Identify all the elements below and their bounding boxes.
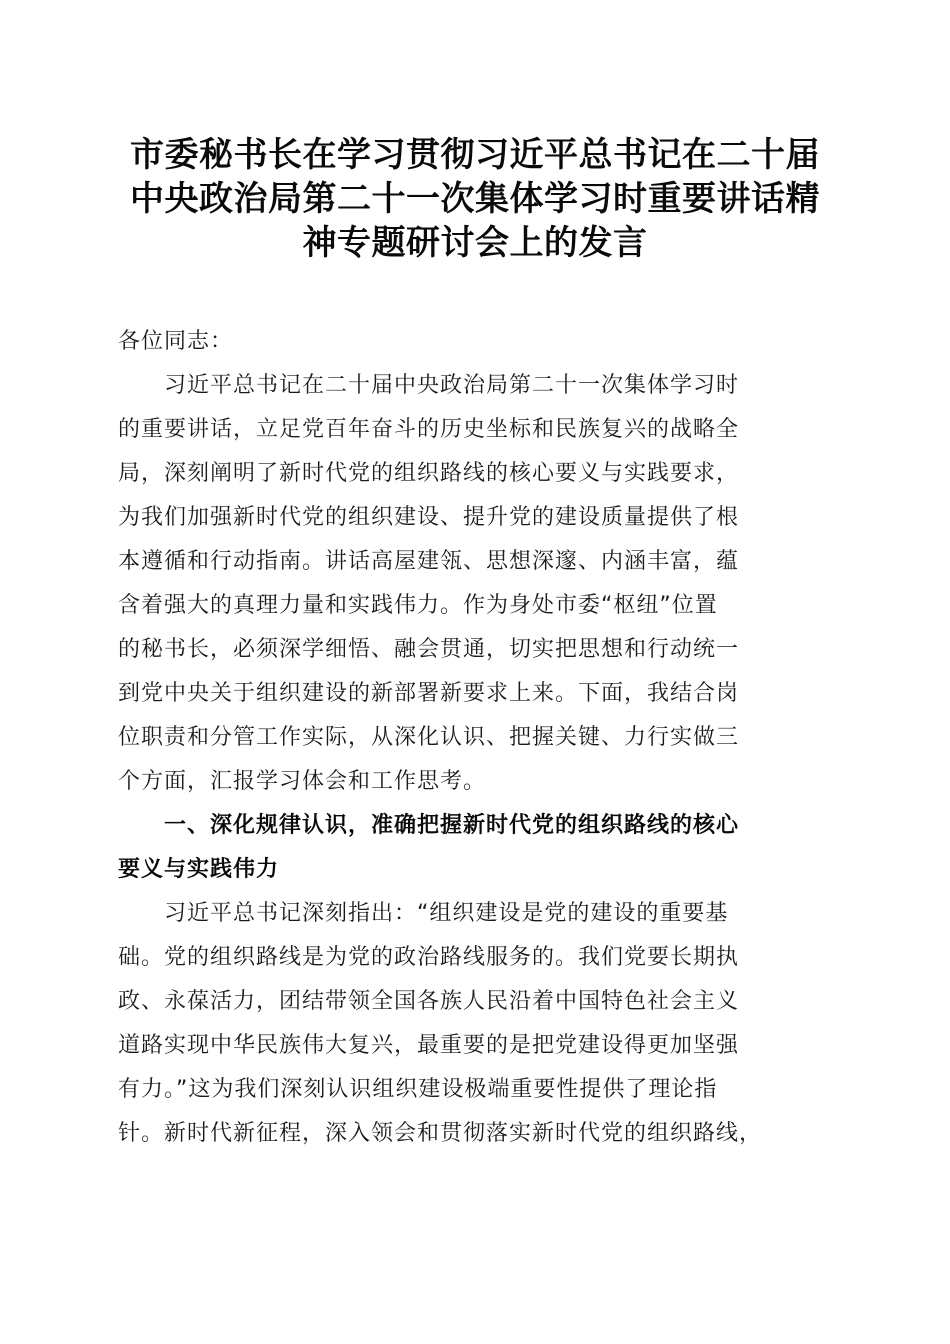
- paragraph-line: 的秘书长，必须深学细悟、融会贯通，切实把思想和行动统一: [118, 637, 740, 662]
- paragraph-line: 为我们加强新时代党的组织建设、提升党的建设质量提供了根: [118, 505, 740, 530]
- paragraph-line: 个方面，汇报学习体会和工作思考。: [118, 769, 487, 794]
- paragraph-line: 含着强大的真理力量和实践伟力。作为身处市委“枢纽”位置: [118, 593, 718, 618]
- paragraph-line: 的重要讲话，立足党百年奋斗的历史坐标和民族复兴的战略全: [118, 417, 740, 442]
- document-body: [118, 320, 834, 1156]
- document-title: [110, 133, 840, 265]
- salutation: 各位同志：: [118, 329, 234, 354]
- title-line: 市委秘书长在学习贯彻习近平总书记在二十届: [130, 135, 820, 175]
- paragraph-section-1: [118, 892, 834, 1156]
- paragraph-line: 础。党的组织路线是为党的政治路线服务的。我们党要长期执: [118, 945, 740, 970]
- paragraph-line: 习近平总书记深刻指出：“组织建设是党的建设的重要基: [164, 901, 729, 926]
- heading-line: 一、深化规律认识，准确把握新时代党的组织路线的核心: [164, 813, 740, 838]
- paragraph-line: 习近平总书记在二十届中央政治局第二十一次集体学习时: [164, 373, 740, 398]
- title-line: 中央政治局第二十一次集体学习时重要讲话精: [130, 179, 820, 219]
- paragraph-line: 针。新时代新征程，深入领会和贯彻落实新时代党的组织路线，: [118, 1121, 763, 1146]
- paragraph-intro: [118, 364, 834, 804]
- paragraph-line: 到党中央关于组织建设的新部署新要求上来。下面，我结合岗: [118, 681, 740, 706]
- paragraph-line: 道路实现中华民族伟大复兴，最重要的是把党建设得更加坚强: [118, 1033, 740, 1058]
- paragraph-line: 局，深刻阐明了新时代党的组织路线的核心要义与实践要求，: [118, 461, 740, 486]
- title-line: 神专题研讨会上的发言: [302, 223, 648, 263]
- paragraph-line: 政、永葆活力，团结带领全国各族人民沿着中国特色社会主义: [118, 989, 740, 1014]
- section-heading-1: [118, 804, 834, 892]
- paragraph-line: 有力。”这为我们深刻认识组织建设极端重要性提供了理论指: [118, 1077, 718, 1102]
- heading-line: 要义与实践伟力: [118, 857, 280, 882]
- paragraph-line: 本遵循和行动指南。讲话高屋建瓴、思想深邃、内涵丰富，蕴: [118, 549, 740, 574]
- paragraph-line: 位职责和分管工作实际，从深化认识、把握关键、力行实做三: [118, 725, 740, 750]
